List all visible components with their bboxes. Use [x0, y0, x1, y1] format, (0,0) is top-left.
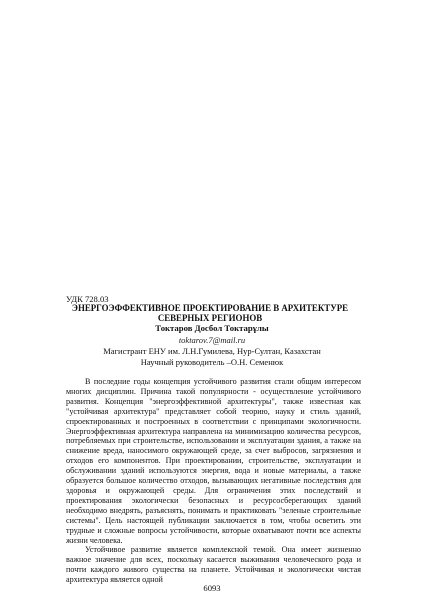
author-affiliation: Магистрант ЕНУ им. Л.Н.Гумилева, Нур-Султан, Казахстан	[103, 346, 321, 356]
paper-title: ЭНЕРГОЭФФЕКТИВНОЕ ПРОЕКТИРОВАНИЕ В АРХИТЕКТУРЕ СЕВЕРНЫХ РЕГИОНОВ	[71, 303, 349, 323]
udc-code: УДК 728.03	[66, 294, 109, 304]
author-email: toktarov.7@mail.ru	[178, 335, 246, 345]
body-text	[66, 377, 361, 585]
page-number: 6093	[203, 583, 221, 593]
paragraph: В последние годы концепция устойчивого развития стали общим интересом многих дисциплин. Причина такой популярности - осуществление устойчивого развития. Концепция "энергоэффективной архитектуры", также известная как "устойчивая архитектура" представляет собой теорию, науку и стиль зданий, спроектированных и построенных в соответствии с принципами экологичности. Энергоэффективная архитектура направлена на минимизацию количества ресурсов, потребляемых при строительстве, использовании и эксплуатации здания, а также на снижение вреда, наносимого окружающей среде, за счет выбросов, загрязнения и отходов его компонентов. При проектировании, строительстве, эксплуатации и обслуживании зданий используются энергия, вода и новые материалы, а также образуется большое количество отходов, вызывающих негативные последствия для здоровья и окружающей среды. Для ограничения этих последствий и проектирования экологически безопасных и ресурсосберегающих зданий необходимо внедрять, разъяснять, понимать и практиковать "зеленые строительные системы". Цель настоящей публикации заключается в том, чтобы осветить эти трудные и сложные вопросы устойчивости, которые охватывают почти все аспекты жизни человека.	[66, 377, 361, 545]
author-name: Токтаров Досбол Токтарұлы	[155, 323, 269, 333]
paragraph: Устойчивое развитие является комплексной темой. Она имеет жизненно важное значение для всех, поскольку касается выживания человеческого рода и почти каждого живого существа на планете. Устойчивая и экологически чистая архитектура является одной	[66, 545, 361, 585]
scientific-advisor: Научный руководитель –О.Н. Семенюк	[140, 357, 284, 367]
